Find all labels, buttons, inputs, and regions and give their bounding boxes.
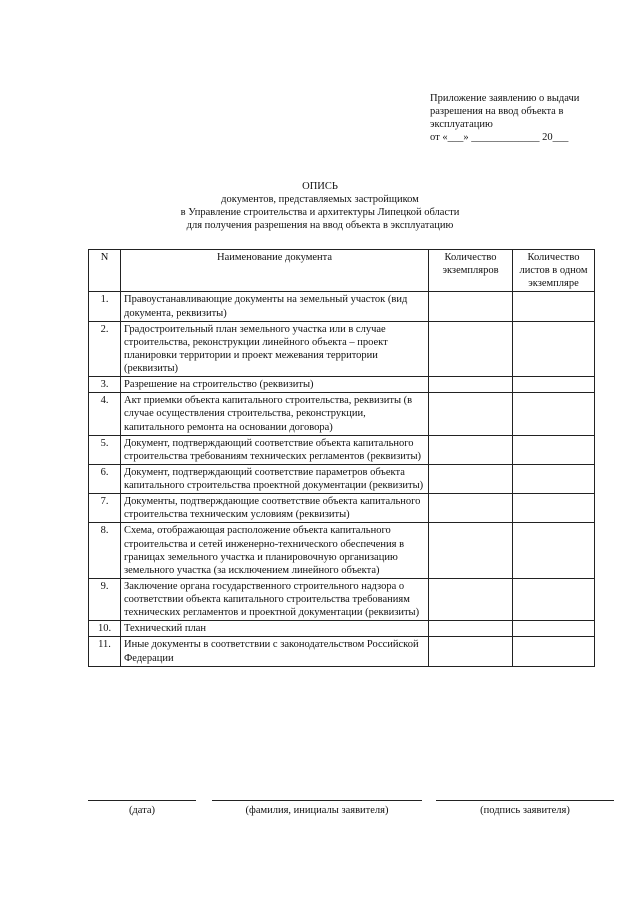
table-row [89,494,595,523]
annex-line-3: эксплуатацию [430,119,493,131]
heading-title: ОПИСЬ [302,181,338,192]
row-sheets-cell[interactable] [513,464,595,493]
row-number: 3. [89,377,121,393]
annex-note [430,92,610,145]
header-number: N [89,250,121,292]
row-number: 1. [89,292,121,321]
row-number: 11. [89,637,121,666]
row-document-name: Правоустанавливающие документы на земельный участок (вид документа, реквизиты) [121,292,429,321]
annex-date-line: от «___» _____________ 20___ [430,132,569,144]
table-row [89,523,595,579]
signature-line [436,800,614,801]
row-sheets-cell[interactable] [513,393,595,435]
row-copies-cell[interactable] [429,578,513,620]
row-copies-cell[interactable] [429,292,513,321]
row-number: 6. [89,464,121,493]
header-sheets-count: Количество листов в одном экземпляре [513,250,595,292]
heading-line-2: в Управление строительства и архитектуры Липецкой области [180,207,460,219]
row-sheets-cell[interactable] [513,637,595,666]
row-sheets-cell[interactable] [513,377,595,393]
documents-table [88,249,595,667]
row-copies-cell[interactable] [429,621,513,637]
name-line [212,800,422,801]
signature-field[interactable] [436,800,614,817]
row-number: 10. [89,621,121,637]
table-row [89,377,595,393]
row-number: 5. [89,435,121,464]
date-caption: (дата) [128,805,156,816]
table-row [89,393,595,435]
row-copies-cell[interactable] [429,637,513,666]
header-copies-count: Количество экземпляров [429,250,513,292]
table-row [89,292,595,321]
row-document-name: Заключение органа государственного строительного надзора о соответствии объекта капитального строительства требованиям технических регламентов и проектной документации (реквизиты) [121,578,429,620]
document-heading [0,180,640,233]
name-caption: (фамилия, инициалы заявителя) [245,805,389,816]
table-row [89,637,595,666]
row-number: 9. [89,578,121,620]
table-row [89,321,595,377]
row-copies-cell[interactable] [429,494,513,523]
header-document-name: Наименование документа [121,250,429,292]
row-document-name: Документ, подтверждающий соответствие объекта капитального строительства требованиям технических регламентов (реквизиты) [121,435,429,464]
row-sheets-cell[interactable] [513,435,595,464]
row-document-name: Технический план [121,621,429,637]
row-copies-cell[interactable] [429,321,513,377]
row-number: 2. [89,321,121,377]
row-document-name: Градостроительный план земельного участка или в случае строительства, реконструкции линейного объекта – проект планировки территории и проект межевания территории (реквизиты) [121,321,429,377]
table-row [89,621,595,637]
row-sheets-cell[interactable] [513,578,595,620]
table-row [89,435,595,464]
annex-line-2: разрешения на ввод объекта в [430,106,564,118]
row-document-name: Иные документы в соответствии с законодательством Российской Федерации [121,637,429,666]
date-signature-field[interactable] [88,800,196,817]
row-document-name: Документ, подтверждающий соответствие параметров объекта капитального строительства проектной документации (реквизиты) [121,464,429,493]
row-document-name: Документы, подтверждающие соответствие объекта капитального строительства техническим условиям (реквизиты) [121,494,429,523]
row-copies-cell[interactable] [429,464,513,493]
signature-caption: (подпись заявителя) [480,805,570,816]
row-document-name: Акт приемки объекта капитального строительства, реквизиты (в случае осуществления строительства, реконструкции, капитального ремонта на основании договора) [121,393,429,435]
table-header-row [89,250,595,292]
date-line [88,800,196,801]
row-document-name: Разрешение на строительство (реквизиты) [121,377,429,393]
row-number: 7. [89,494,121,523]
row-sheets-cell[interactable] [513,292,595,321]
name-signature-field[interactable] [212,800,422,817]
row-sheets-cell[interactable] [513,321,595,377]
row-copies-cell[interactable] [429,377,513,393]
heading-line-1: документов, представляемых застройщиком [221,194,419,206]
heading-line-3: для получения разрешения на ввод объекта в эксплуатацию [186,220,454,232]
row-sheets-cell[interactable] [513,494,595,523]
table-row [89,578,595,620]
row-number: 4. [89,393,121,435]
row-sheets-cell[interactable] [513,621,595,637]
annex-line-1: Приложение заявлению о выдачи [430,93,580,104]
row-copies-cell[interactable] [429,435,513,464]
row-document-name: Схема, отображающая расположение объекта капитального строительства и сетей инженерно-технического обеспечения в границах земельного участка и планировочную организацию земельного участка (за исключением линейного объекта) [121,523,429,579]
row-number: 8. [89,523,121,579]
row-copies-cell[interactable] [429,523,513,579]
row-copies-cell[interactable] [429,393,513,435]
table-row [89,464,595,493]
row-sheets-cell[interactable] [513,523,595,579]
